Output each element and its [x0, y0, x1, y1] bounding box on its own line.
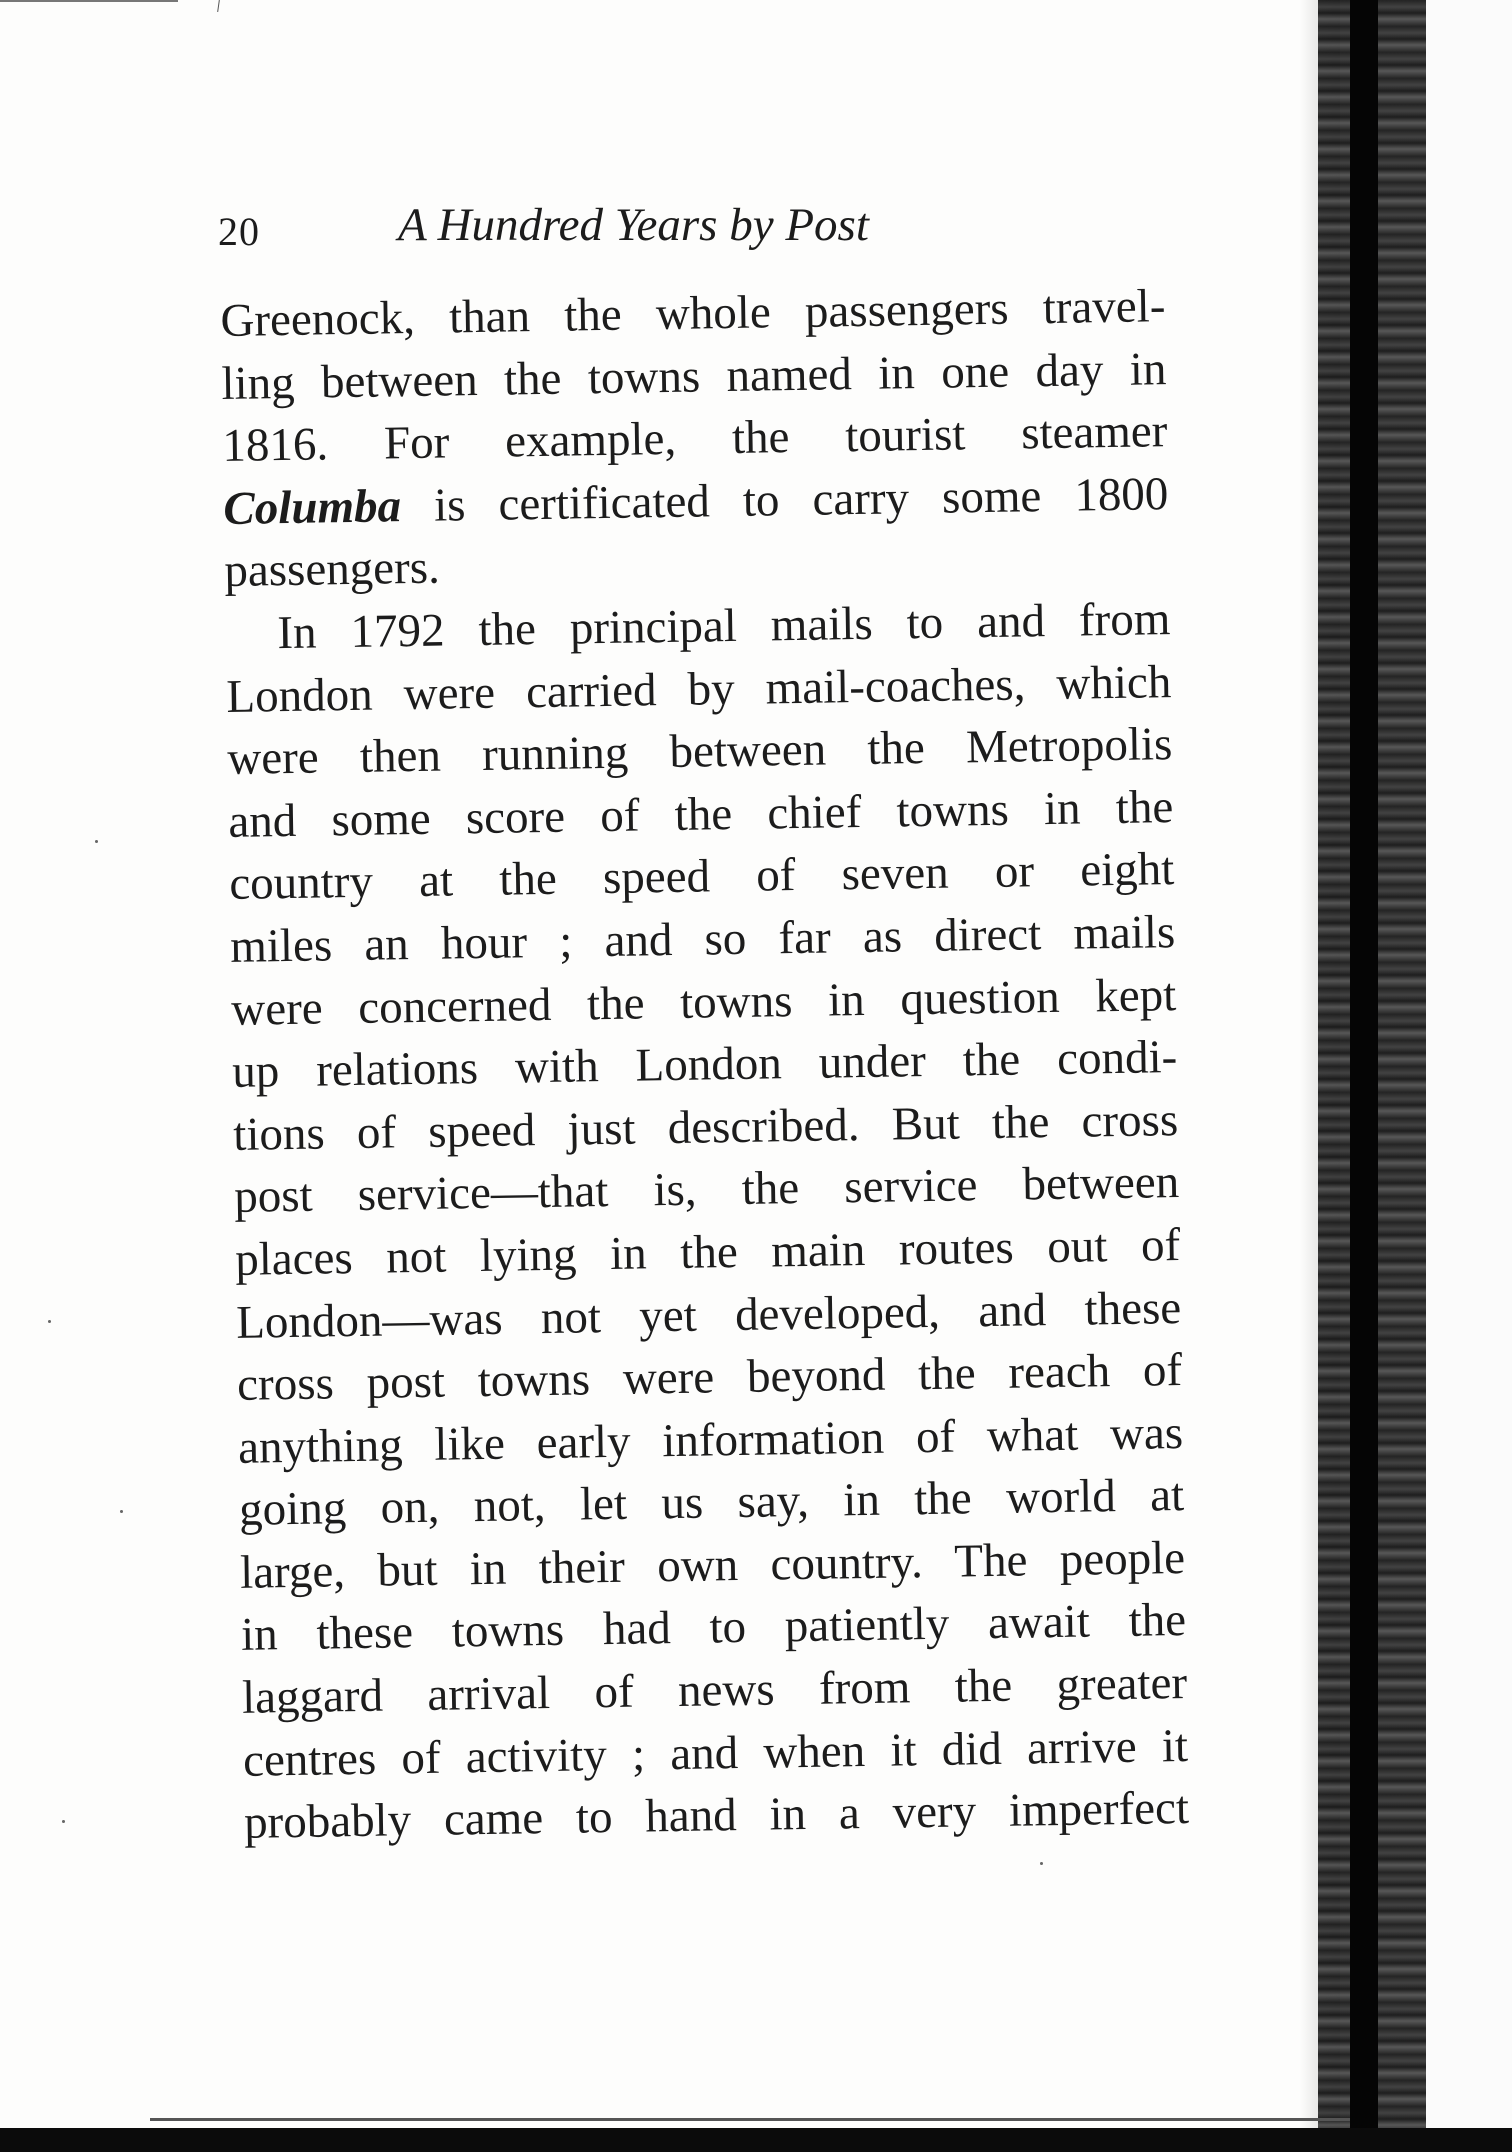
text-line: London—was not yet developed, and these — [235, 1281, 1182, 1349]
text-line: In 1792 the principal mails to and from — [276, 593, 1171, 660]
text-line: cross post towns were beyond the reach of — [236, 1344, 1183, 1411]
text-line: were concerned the towns in question kept — [230, 968, 1177, 1036]
page-header — [218, 198, 998, 262]
facing-page-margin — [1426, 0, 1512, 2152]
text-line: Greenock, than the whole passengers travel- — [220, 280, 1166, 347]
text-line: probably came to hand in a very imperfect — [243, 1782, 1190, 1850]
text-line: up relations with London under the condi- — [231, 1031, 1178, 1099]
text-line: in these towns had to patiently await the — [240, 1594, 1187, 1662]
text-line: centres of activity ; and when it did arrive it — [242, 1719, 1189, 1787]
text-line: country at the speed of seven or eight — [228, 843, 1175, 911]
text-line: post service—that is, the service between — [233, 1156, 1180, 1224]
scan-speck — [120, 1510, 123, 1513]
text-line: were then running between the Metropolis — [226, 718, 1173, 786]
text-line: ling between the towns named in one day in — [221, 342, 1167, 410]
scan-speck — [48, 1320, 51, 1323]
text-line: going on, not, let us say, in the world at — [238, 1469, 1185, 1537]
text-line: large, but in their own country. The people — [239, 1531, 1186, 1599]
page-number: 20 — [218, 209, 260, 254]
ship-name: Columba — [223, 479, 402, 535]
text-line: 1816. For example, the tourist steamer — [222, 405, 1168, 473]
scan-mark — [217, 0, 220, 12]
scan-speck — [95, 840, 98, 843]
scan-speck — [1040, 1862, 1043, 1865]
scan-top-rule — [0, 0, 178, 2]
text-line: anything like early information of what was — [237, 1406, 1184, 1474]
scan-bottom-line — [150, 2118, 1350, 2121]
text-line: tions of speed just described. But the cross — [232, 1093, 1179, 1161]
body-text — [220, 275, 1189, 1854]
text-line: London were carried by mail-coaches, which — [225, 655, 1172, 723]
text-line-rest: is certificated to carry some 1800 — [400, 467, 1169, 532]
running-title: A Hundred Years by Post — [398, 199, 869, 251]
text-line: laggard arrival of news from the greater — [241, 1657, 1188, 1724]
text-line: and some score of the chief towns in the — [227, 780, 1174, 848]
scan-bottom-edge — [0, 2128, 1512, 2152]
text-line: miles an hour ; and so far as direct mails — [229, 906, 1176, 973]
scan-speck — [62, 1820, 65, 1823]
text-line: passengers. — [224, 541, 441, 598]
text-line: places not lying in the main routes out of — [234, 1218, 1181, 1286]
binding-edge — [1350, 0, 1378, 2152]
